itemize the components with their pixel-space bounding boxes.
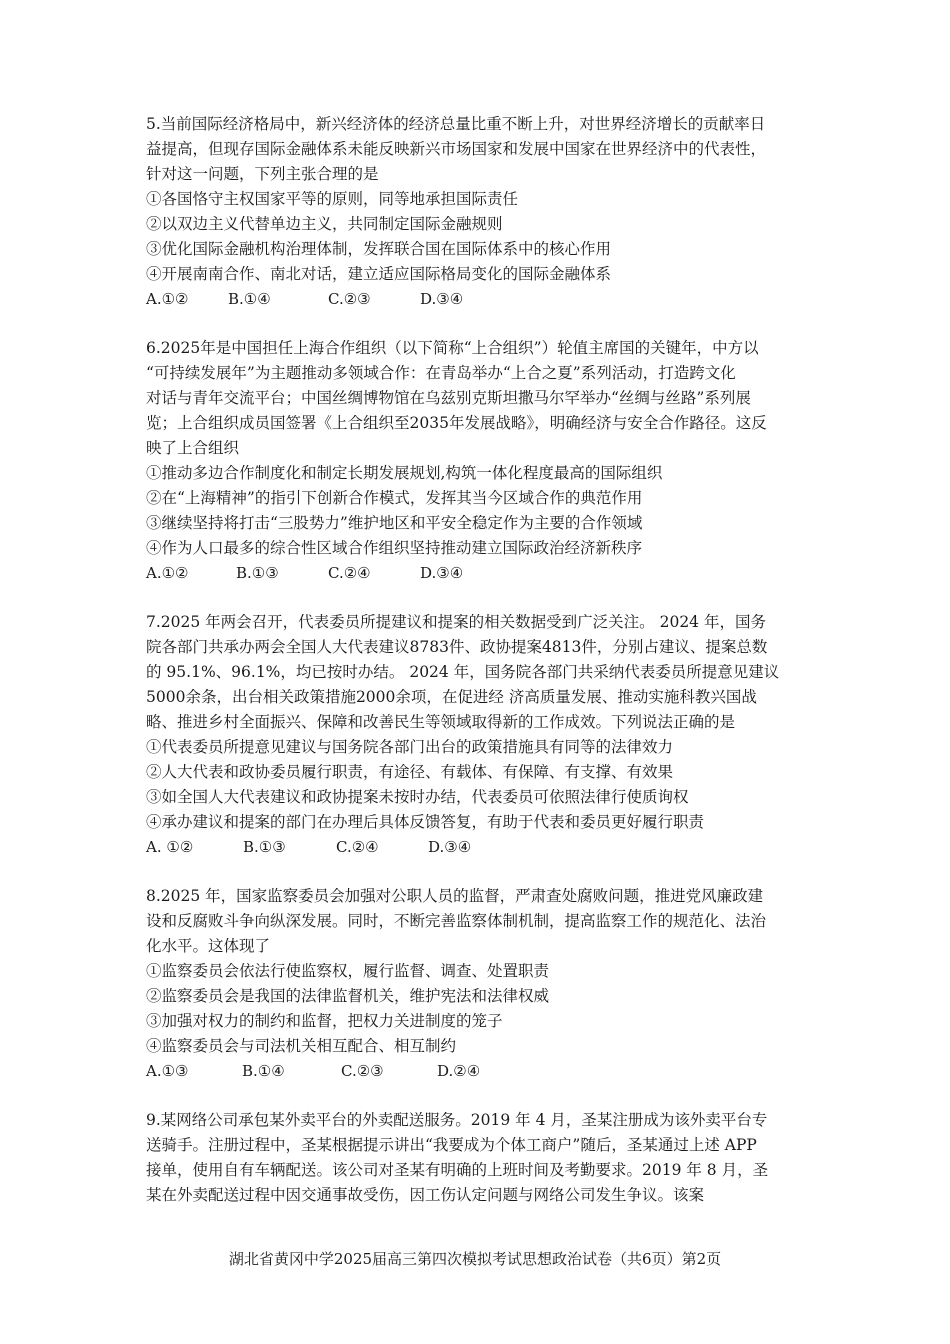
answer-option: C.②④ xyxy=(328,564,371,582)
question-text-line: ②监察委员会是我国的法律监督机关，维护宪法和法律权威 xyxy=(146,987,550,1005)
answer-option: D.②④ xyxy=(437,1062,481,1080)
answer-option: B.①③ xyxy=(236,564,279,582)
answer-option: B.①③ xyxy=(243,838,286,856)
question-spacer xyxy=(146,312,816,336)
answer-option: D.③④ xyxy=(420,564,464,582)
question-text-line: 某在外卖配送过程中因交通事故受伤，因工伤认定问题与网络公司发生争议。该案 xyxy=(146,1186,705,1204)
question-text-line: 览；上合组织成员国签署《上合组织至2035年发展战略》，明确经济与安全合作路径。这反 xyxy=(146,414,767,432)
answer-option: B.①④ xyxy=(228,290,271,308)
exam-page-body xyxy=(146,112,816,1208)
answer-option: A. ①② xyxy=(146,838,194,856)
question-text-line: ④开展南南合作、南北对话，建立适应国际格局变化的国际金融体系 xyxy=(146,265,612,283)
question-stem-line: 8.2025 年，国家监察委员会加强对公职人员的监督，严肃查处腐败问题，推进党风廉政建 xyxy=(146,887,764,905)
question-text-line: 略、推进乡村全面振兴、保障和改善民生等领域取得新的工作成效。下列说法正确的是 xyxy=(146,713,736,731)
question-text-line: ④监察委员会与司法机关相互配合、相互制约 xyxy=(146,1037,457,1055)
question-block xyxy=(146,610,816,860)
question-text-line: ④承办建议和提案的部门在办理后具体反馈答复，有助于代表和委员更好履行职责 xyxy=(146,813,705,831)
answer-choices xyxy=(146,287,816,312)
question-text-line: 设和反腐败斗争向纵深发展。同时，不断完善监察体制机制，提高监察工作的规范化、法治 xyxy=(146,912,767,930)
question-spacer xyxy=(146,1084,816,1108)
answer-option: C.②③ xyxy=(341,1062,384,1080)
question-text-line: 送骑手。注册过程中，圣某根据提示讲出“我要成为个体工商户”随后，圣某通过上述 APP xyxy=(146,1136,757,1154)
question-block xyxy=(146,1108,816,1208)
question-text-line: ②在“上海精神”的指引下创新合作模式，发挥其当今区域合作的典范作用 xyxy=(146,489,643,507)
question-text-line: ①推动多边合作制度化和制定长期发展规划,构筑一体化程度最高的国际组织 xyxy=(146,464,663,482)
question-text-line: 接单，使用自有车辆配送。该公司对圣某有明确的上班时间及考勤要求。2019 年 8 月，圣 xyxy=(146,1161,769,1179)
question-text-line: ②人大代表和政协委员履行职责，有途径、有载体、有保障、有支撑、有效果 xyxy=(146,763,674,781)
question-block xyxy=(146,884,816,1084)
question-text-line: “可持续发展年”为主题推动多领域合作：在青岛举办“上合之夏”系列活动，打造跨文化 xyxy=(146,364,736,382)
question-text-line: 化水平。这体现了 xyxy=(146,937,271,955)
answer-option: B.①④ xyxy=(242,1062,285,1080)
question-text-line: 5000余条，出台相关政策措施2000余项，在促进经 济高质量发展、推动实施科教兴国战 xyxy=(146,688,757,706)
question-text-line: ③继续坚持将打击“三股势力”维护地区和平安全稳定作为主要的合作领域 xyxy=(146,514,643,532)
question-text-line: ①代表委员所提意见建议与国务院各部门出台的政策措施具有同等的法律效力 xyxy=(146,738,674,756)
question-text-line: ①监察委员会依法行使监察权，履行监督、调查、处置职责 xyxy=(146,962,550,980)
question-text-line: 针对这一问题，下列主张合理的是 xyxy=(146,165,379,183)
question-text-line: ①各国恪守主权国家平等的原则，同等地承担国际责任 xyxy=(146,190,519,208)
question-text-line: 对话与青年交流平台；中国丝绸博物馆在乌兹别克斯坦撒马尔罕举办“丝绸与丝路”系列展 xyxy=(146,389,751,407)
question-block xyxy=(146,112,816,312)
question-stem-line: 7.2025 年两会召开，代表委员所提建议和提案的相关数据受到广泛关注。 2024 年，国务 xyxy=(146,613,766,631)
question-text-line: ③加强对权力的制约和监督，把权力关进制度的笼子 xyxy=(146,1012,503,1030)
question-spacer xyxy=(146,860,816,884)
question-text-line: ③如全国人大代表建议和政协提案未按时办结，代表委员可依照法律行使质询权 xyxy=(146,788,689,806)
question-block xyxy=(146,336,816,586)
question-text-line: 院各部门共承办两会全国人大代表建议8783件、政协提案4813件，分别占建议、提案总数 xyxy=(146,638,768,656)
question-text-line: ④作为人口最多的综合性区域合作组织坚持推动建立国际政治经济新秩序 xyxy=(146,539,643,557)
answer-choices xyxy=(146,1059,816,1084)
answer-option: D.③④ xyxy=(420,290,464,308)
answer-option: C.②④ xyxy=(336,838,379,856)
question-text-line: 益提高，但现存国际金融体系未能反映新兴市场国家和发展中国家在世界经济中的代表性， xyxy=(146,140,767,158)
answer-option: A.①② xyxy=(146,290,189,308)
answer-choices xyxy=(146,561,816,586)
question-text-line: 映了上合组织 xyxy=(146,439,240,457)
page-footer: 湖北省黄冈中学2025届高三第四次模拟考试思想政治试卷（共6页）第2页 xyxy=(228,1250,722,1268)
question-stem-line: 5.当前国际经济格局中，新兴经济体的经济总量比重不断上升，对世界经济增长的贡献率日 xyxy=(146,115,766,133)
question-text-line: ②以双边主义代替单边主义，共同制定国际金融规则 xyxy=(146,215,503,233)
question-stem-line: 6.2025年是中国担任上海合作组织（以下简称“上合组织”）轮值主席国的关键年，中方以 xyxy=(146,339,759,357)
answer-choices xyxy=(146,835,816,860)
question-text-line: 的 95.1%、96.1%，均已按时办结。 2024 年，国务院各部门共采纳代表委员所提意见建议 xyxy=(146,663,780,681)
answer-option: A.①② xyxy=(146,564,189,582)
answer-option: D.③④ xyxy=(428,838,472,856)
answer-option: A.①③ xyxy=(146,1062,189,1080)
question-text-line: ③优化国际金融机构治理体制，发挥联合国在国际体系中的核心作用 xyxy=(146,240,612,258)
answer-option: C.②③ xyxy=(328,290,371,308)
question-stem-line: 9.某网络公司承包某外卖平台的外卖配送服务。2019 年 4 月，圣某注册成为该外卖平台专 xyxy=(146,1111,768,1129)
question-spacer xyxy=(146,586,816,610)
